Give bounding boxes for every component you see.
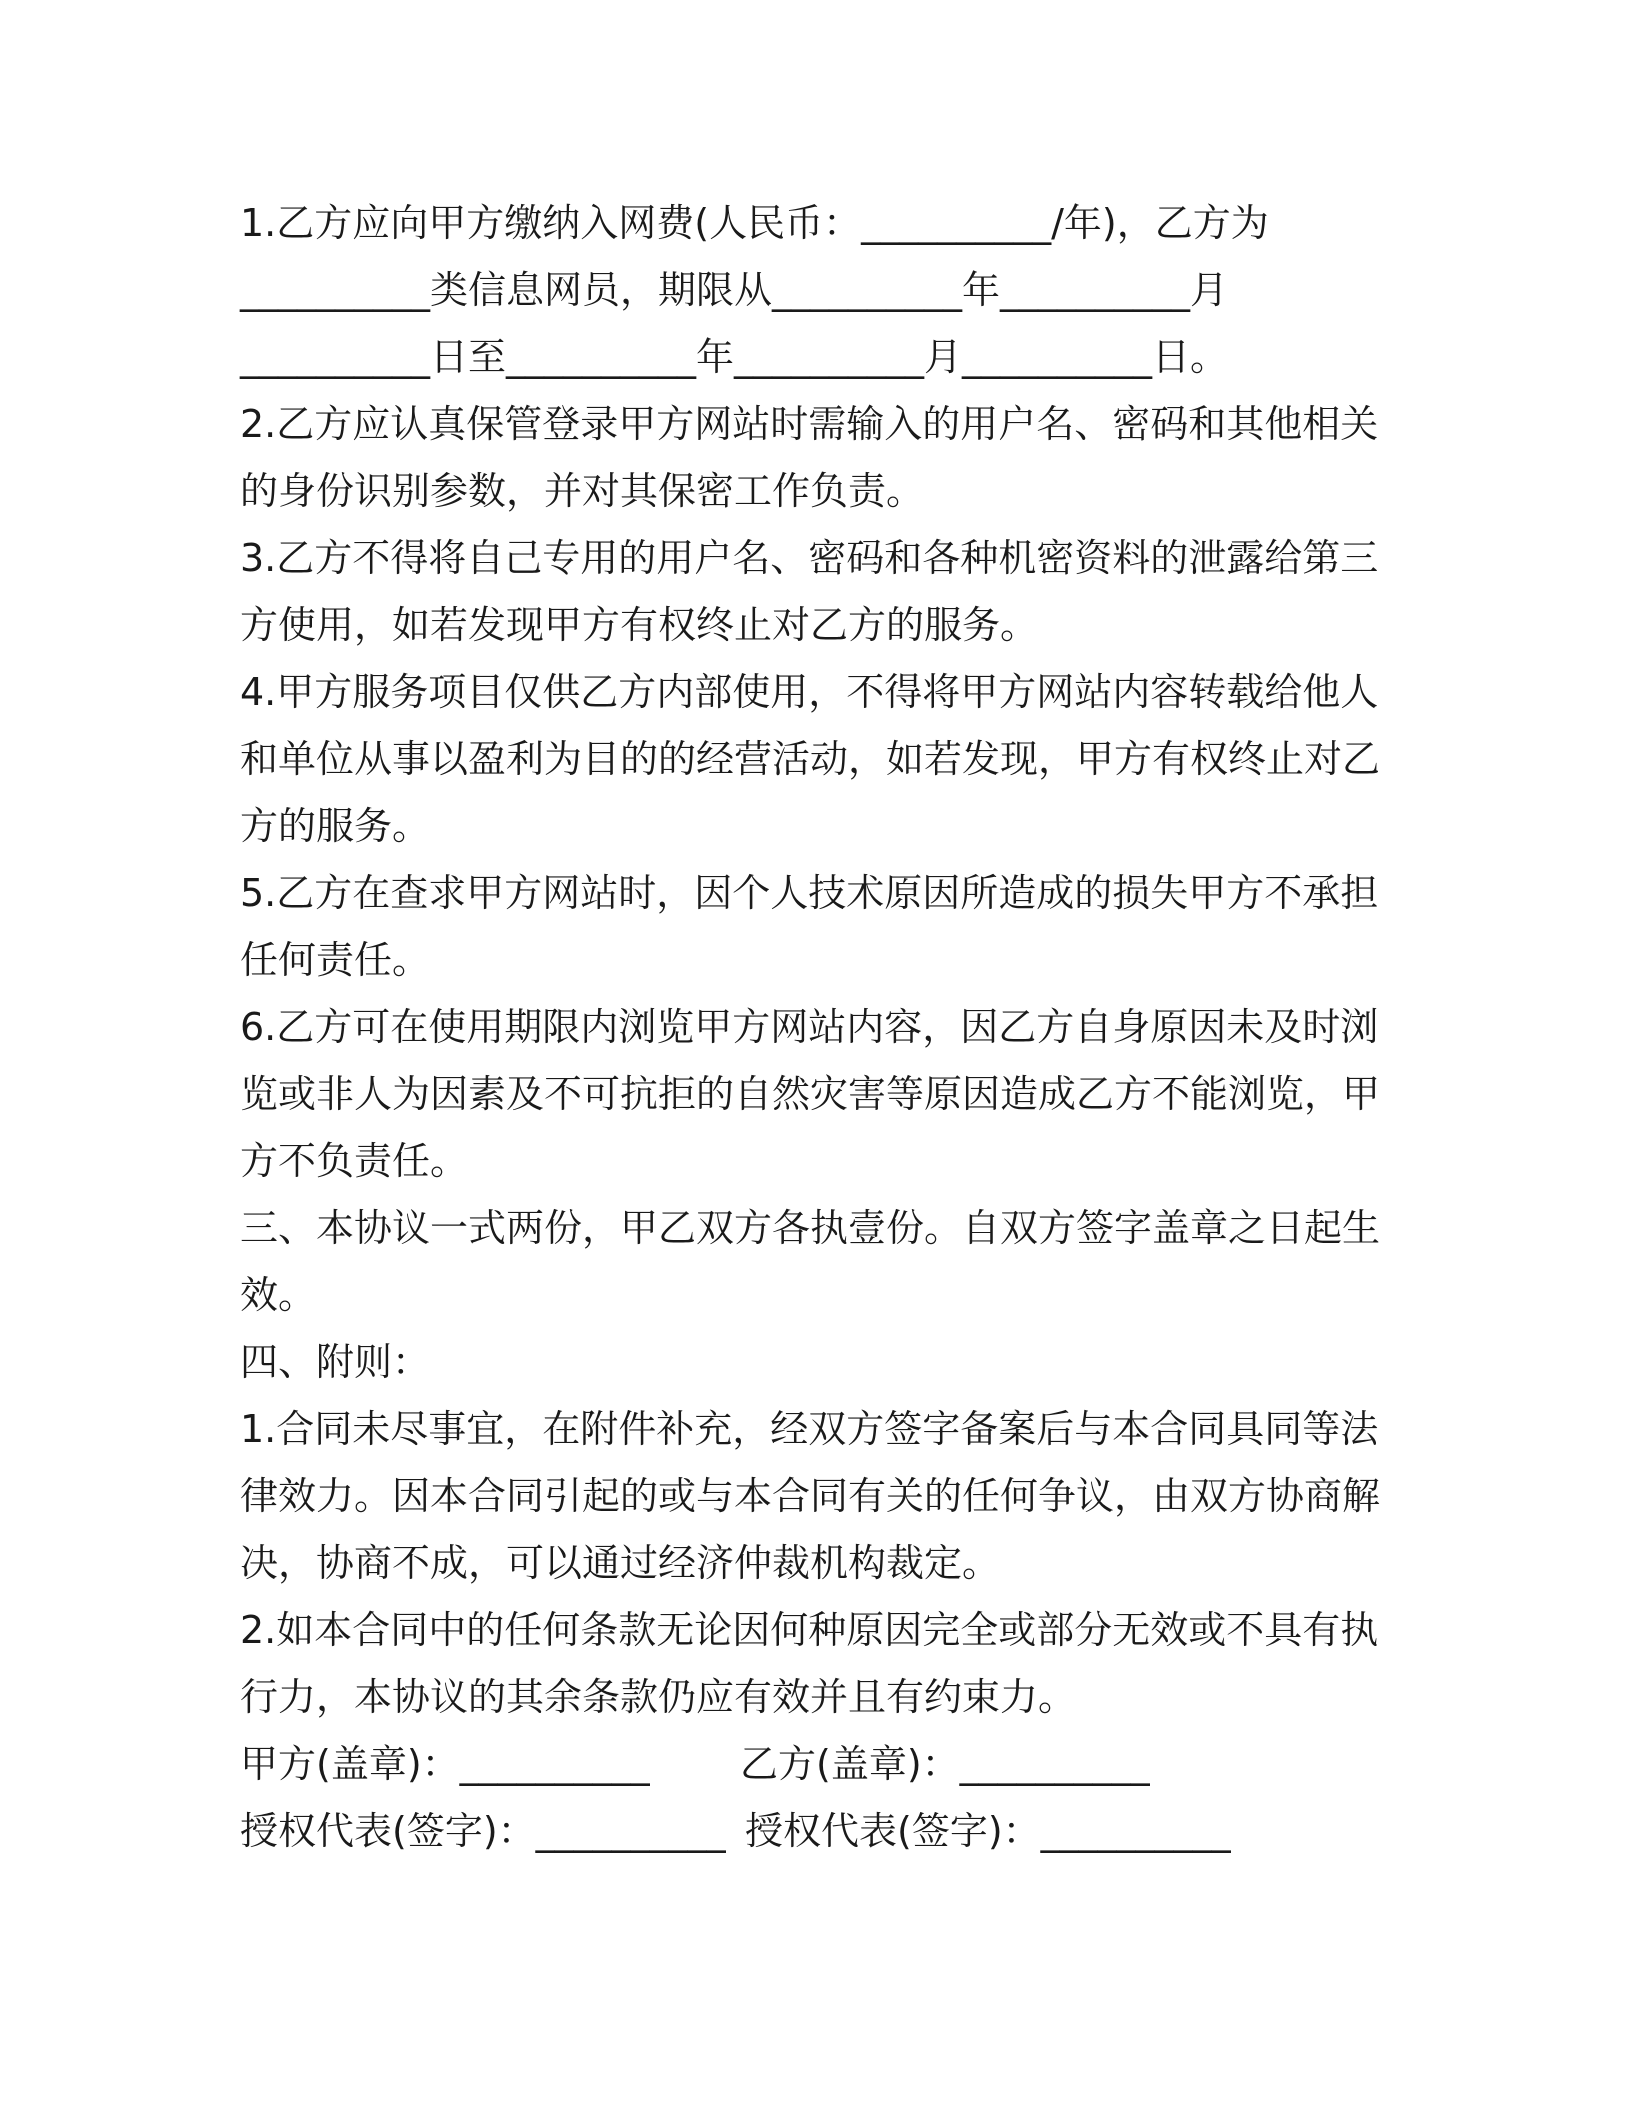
paragraph-line: __________类信息网员，期限从__________年__________月 (240, 268, 1229, 312)
paragraph-line: 览或非人为因素及不可抗拒的自然灾害等原因造成乙方不能浏览，甲 (240, 1072, 1381, 1116)
paragraph-line: 方使用，如若发现甲方有权终止对乙方的服务。 (240, 603, 1039, 647)
paragraph-line: 2.乙方应认真保管登录甲方网站时需输入的用户名、密码和其他相关 (240, 402, 1379, 446)
document-body (240, 190, 1381, 1865)
paragraph-line: 的身份识别参数，并对其保密工作负责。 (240, 469, 925, 513)
party-a-seal-field: 甲方(盖章)：__________ (240, 1742, 650, 1786)
paragraph-line: 1.合同未尽事宜，在附件补充，经双方签字备案后与本合同具同等法 (240, 1407, 1379, 1451)
paragraph-line: 和单位从事以盈利为目的的经营活动，如若发现，甲方有权终止对乙 (240, 737, 1381, 781)
party-b-seal-field: 乙方(盖章)：__________ (740, 1742, 1150, 1786)
paragraph-line: 方不负责任。 (240, 1139, 469, 1183)
paragraph-line: 2.如本合同中的任何条款无论因何种原因完全或部分无效或不具有执 (240, 1608, 1379, 1652)
paragraph-line: 1.乙方应向甲方缴纳入网费(人民币：__________/年)，乙方为 (240, 201, 1269, 245)
party-b-representative-field: 授权代表(签字)：__________ (745, 1809, 1231, 1853)
party-a-representative-field: 授权代表(签字)：__________ (240, 1809, 726, 1853)
paragraph-line: 行力，本协议的其余条款仍应有效并且有约束力。 (240, 1675, 1077, 1719)
paragraph-line: 三、本协议一式两份，甲乙双方各执壹份。自双方签字盖章之日起生 (240, 1206, 1381, 1250)
paragraph-line: 5.乙方在查求甲方网站时，因个人技术原因所造成的损失甲方不承担 (240, 871, 1379, 915)
section-heading: 四、附则： (240, 1340, 431, 1384)
paragraph-line: 6.乙方可在使用期限内浏览甲方网站内容，因乙方自身原因未及时浏 (240, 1005, 1379, 1049)
signature-seal-row (240, 1731, 1365, 1798)
paragraph-line: 3.乙方不得将自己专用的用户名、密码和各种机密资料的泄露给第三 (240, 536, 1379, 580)
paragraph-line: 4.甲方服务项目仅供乙方内部使用，不得将甲方网站内容转载给他人 (240, 670, 1379, 714)
paragraph-line: 任何责任。 (240, 938, 431, 982)
paragraph-line: 律效力。因本合同引起的或与本合同有关的任何争议，由双方协商解 (240, 1474, 1381, 1518)
signature-representative-row (240, 1798, 1365, 1865)
paragraph-line: 效。 (240, 1273, 317, 1317)
paragraph-line: __________日至__________年__________月__________日。 (240, 335, 1229, 379)
paragraph-line: 方的服务。 (240, 804, 431, 848)
paragraph-line: 决，协商不成，可以通过经济仲裁机构裁定。 (240, 1541, 1001, 1585)
